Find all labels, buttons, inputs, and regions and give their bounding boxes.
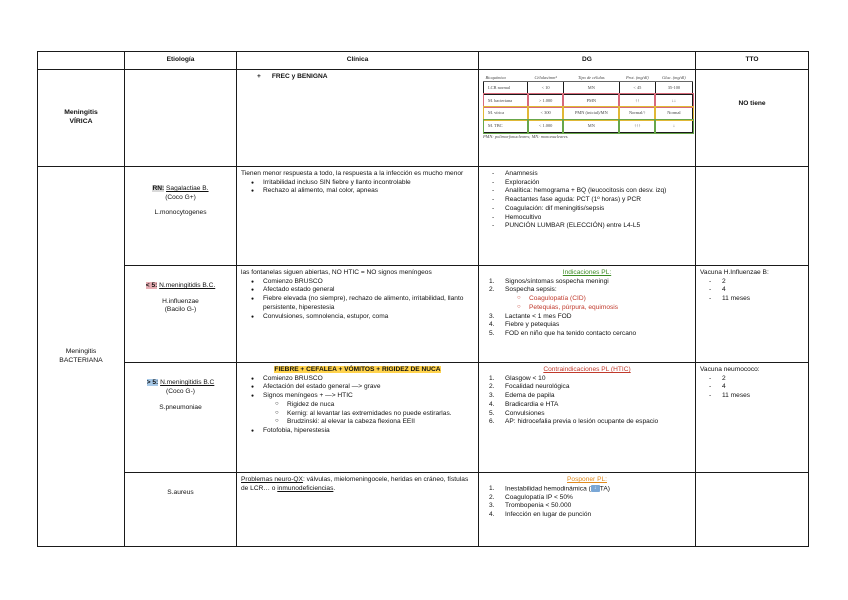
etio-under5-extra: (Bacilo G-) [164,306,197,314]
list-item: ● Comienzo BRUSCO [263,278,474,287]
list-item: ○ Kernig: al levantar las extremidades no puede estirarlas. [287,410,474,419]
mini-cell: ↓ [655,120,692,133]
mini-cell: PMN (inicial)/MN [563,107,619,120]
header-dg: DG [479,52,696,70]
mini-h4: Gluc. (mg/dl) [655,75,692,81]
tto-under5 [696,266,809,363]
list-item: ● Afectación del estado general —> grave [263,383,474,392]
header-clinica: Clínica [237,52,479,70]
bacterial-row-over5 [38,363,809,473]
list-item: ● Afectado estado general [263,286,474,295]
mini-cell: < 45 [619,81,655,94]
mini-cell: M. vírica [484,107,528,120]
mini-cell: ↑↑↑ [619,120,655,133]
etio-rn-organism: Sagalactiae B. [166,185,209,192]
tto-over5-list [700,375,804,401]
bacterial-label-text: Meningitis BACTERIANA [59,347,103,364]
list-item-text: Focalidad neurológica [505,383,570,391]
etio-rn-extra: L.monocytogenes [154,209,207,217]
header-tto: TTO [696,52,809,70]
mini-row [484,120,693,133]
list-item: ○ Brudzinski: al elevar la cabeza flexiona EEII [287,418,474,427]
list-item: - 11 meses [722,295,804,304]
etio-rn-tag: RN: [152,185,165,192]
tto-over5-title: Vacuna neumococo: [700,366,760,373]
mini-row [484,107,693,120]
list-item-suffix: TA) [599,484,610,492]
dg-under5 [479,266,696,363]
viral-label-text: Meningitis VÍRICA [64,109,98,125]
list-item-text: FOD en niño que ha tenido contacto cercano [505,329,637,337]
etio-saureus-organism: S.aureus [167,489,194,496]
tto-under5-title: Vacuna H.Influenzae B: [700,269,769,276]
etio-over5-tag: > 5: [146,379,159,386]
dg-saureus [479,473,696,547]
mini-cell: MN [563,81,619,94]
mini-cell: 35-100 [655,81,692,94]
list-item: 2. Sospecha sepsis: ○ Coagulopatía (CID) ○ Petequias, púrpura, equimosis [505,286,691,312]
list-item: - 4 [722,286,804,295]
etio-over5-main [129,379,232,388]
list-item: - 11 meses [722,392,804,401]
list-item: 5. FOD en niño que ha tenido contacto cercano [489,329,637,337]
clin-rn-list [241,179,474,196]
etio-over5-extra: S.pneumoniae [159,404,202,412]
list-item-text: Glasgow < 10 [505,374,546,382]
etio-over5-sub: (Coco G-) [166,387,195,395]
viral-etiologia [125,70,237,167]
list-item: 3. Edema de papila [489,392,555,400]
mini-cell: ↑↑ [619,94,655,107]
list-item: 2. Coagulopatía IP < 50% [489,493,573,501]
list-item-text: Fiebre y petequias [505,321,560,329]
list-item-text: Infección en lugar de punción [505,511,592,519]
list-item-text: Edema de papila [505,392,555,400]
list-item-text: Signos meníngeos + —> HTIC [263,392,353,400]
dg-under5-title: Indicaciones PL: [562,269,612,276]
etio-under5-tag: < 5: [145,282,158,289]
dg-saureus-title: Posponer PL: [567,476,607,483]
mini-h2: Tipo de células [563,75,619,81]
mini-row [484,94,693,107]
mini-cell: < 10 [528,81,563,94]
viral-tto [696,70,809,167]
bacterial-row-saureus [38,473,809,547]
list-item: - Analítica: hemograma + BQ (leucocitosis con desv. izq) [505,187,691,196]
etio-saureus [125,473,237,547]
list-item: - Hemocultivo [505,214,691,223]
mini-h1: Células/mm³ [528,75,563,81]
list-item-text: Convulsiones [505,409,545,417]
mini-cell: M. TBC [484,120,528,133]
clin-saureus [237,473,479,547]
dg-rn-list [483,170,691,231]
mini-cell: LCR normal [484,81,528,94]
dg-over5-title: Contraindicaciones PL (HTIC) [543,366,631,373]
list-item: ● Irritabilidad incluso SIN fiebre y llanto incontrolable [263,179,474,188]
clin-saureus-lead: Problemas neuro-QX [241,476,303,483]
etio-rn-sub: (Coco G+) [165,193,196,201]
list-item: - 2 [722,375,804,384]
list-item: 4. Fiebre y petequias [489,321,560,329]
mini-cell: ↓↓ [655,94,692,107]
list-item: 4. Infección en lugar de punción [489,511,592,519]
list-item: - Coagulación: dif meningitis/sepsis [505,205,691,214]
clin-rn-intro: Tienen menor respuesta a todo, la respuesta a la infección es mucho menor [241,170,464,177]
list-item: 6. AP: hidrocefalia previa o lesión ocupante de espacio [489,418,659,426]
list-item: ● Fiebre elevada (no siempre), rechazo de alimento, irritabilidad, llanto persistente, hiperestesia [263,295,474,312]
dg-under5-list [483,278,691,339]
mini-cell: Normal/↑ [619,107,655,120]
list-item: ● Comienzo BRUSCO [263,375,474,384]
clin-under5 [237,266,479,363]
list-item: ○ Coagulopatía (CID) [529,295,691,304]
clin-saureus-text: : válvulas, mielomeningocele, heridas en cráneo, fístulas de LCR… o [241,476,469,492]
list-item-text: Inestabilidad hemodinámica ( [505,484,591,492]
viral-row [38,70,809,167]
mini-cell: < 1.000 [528,120,563,133]
clin-over5-sublist [263,401,474,427]
viral-dg [479,70,696,167]
mini-cell: Normal [655,107,692,120]
list-item-text: Signos/síntomas sospecha meningi [505,277,609,285]
list-item: 1. Signos/síntomas sospecha meningi [489,277,609,285]
mini-cell: MN [563,120,619,133]
etio-under5 [125,266,237,363]
dg-over5-list [483,375,691,427]
mini-cell: > 1.000 [528,94,563,107]
list-item: - 2 [722,278,804,287]
mini-h3: Prot. (mg/dl) [619,75,655,81]
tto-under5-list [700,278,804,304]
list-item: - Anamnesis [505,170,691,179]
dg-over5 [479,363,696,473]
viral-tto-text: NO tiene [738,100,766,107]
viral-clinica [237,70,479,167]
bacterial-row-under5 [38,266,809,363]
mini-cell: PMN [563,94,619,107]
etio-rn-main [129,185,232,194]
list-item-text: Coagulopatía IP < 50% [505,493,573,501]
list-item-text: Bradicardia e HTA [505,400,559,408]
bacterial-label [38,167,125,547]
list-item: 2. Focalidad neurológica [489,383,570,391]
list-item: ○ Rigidez de nuca [287,401,474,410]
bacterial-row-rn [38,167,809,266]
list-item: - 4 [722,383,804,392]
list-item [263,392,474,427]
clin-saureus-end: . [333,484,336,492]
mini-footnote: PMN: polimorfonucleares; MN: mononucleares. [483,134,569,140]
list-item: ○ Petequias, púrpura, equimosis [529,304,691,313]
list-item-text: Lactante < 1 mes FOD [505,312,572,320]
viral-label [38,70,125,167]
etio-over5 [125,363,237,473]
dg-rn [479,167,696,266]
header-cell-empty [38,52,125,70]
list-item: 1. Inestabilidad hemodinámica ( ↓ TA) [489,484,610,492]
clin-under5-list [241,278,474,322]
list-item: ● Rechazo al alimento, mal color, apneas [263,187,474,196]
list-item: - Exploración [505,179,691,188]
tto-over5 [696,363,809,473]
list-item: ● Fotofobia, hiperestesia [263,427,474,436]
clin-over5-title-wrap [241,366,474,375]
list-item: - PUNCIÓN LUMBAR (ELECCIÓN) entre L4-L5 [505,222,691,231]
dg-saureus-list [483,485,691,520]
csf-comparison-image [483,75,693,140]
clin-over5-title: FIEBRE + CEFALEA + VÓMITOS + RIGIDEZ DE NUCA [274,366,441,373]
meningitis-table [37,51,809,547]
clin-over5-list [241,375,474,436]
mini-cell: < 300 [528,107,563,120]
clin-saureus-immuno: inmunodeficiencias [277,484,334,492]
mini-row [484,81,693,94]
list-item: 3. Trombopenia < 50.000 [489,502,572,510]
list-item: 5. Convulsiones [489,409,545,417]
clin-rn [237,167,479,266]
arrow-down-icon: ↓ [591,485,600,492]
clin-under5-intro: las fontanelas siguen abiertas, NO HTIC = NO signos meníngeos [241,269,432,276]
list-item: - Reactantes fase aguda: PCT (1º horas) y PCR [505,196,691,205]
list-item-text: Trombopenia < 50.000 [505,502,572,510]
mini-cell: M. bacteriana [484,94,528,107]
list-item: 1. Glasgow < 10 [489,374,546,382]
dg-under5-sublist [505,295,691,312]
viral-clinica-text: + FREC y BENIGNA [257,73,328,80]
list-item: 3. Lactante < 1 mes FOD [489,312,572,320]
list-item-text: Sospecha sepsis: [505,286,557,294]
list-item: 4. Bradicardia e HTA [489,400,559,408]
mini-h0: Bioquímica [484,75,528,81]
tto-rn [696,167,809,266]
header-etiologia: Etiología [125,52,237,70]
list-item: ● Convulsiones, somnolencia, estupor, coma [263,313,474,322]
list-item-text: AP: hidrocefalia previa o lesión ocupante de espacio [505,418,659,426]
etio-rn [125,167,237,266]
etio-under5-sub: H.influenzae [162,297,199,305]
etio-over5-organism: N.meningitidis B.C [160,379,215,386]
tto-saureus [696,473,809,547]
etio-under5-organism: N.meningitidis B.C. [159,282,216,289]
clin-over5 [237,363,479,473]
header-row [38,52,809,70]
etio-under5-main [129,282,232,291]
